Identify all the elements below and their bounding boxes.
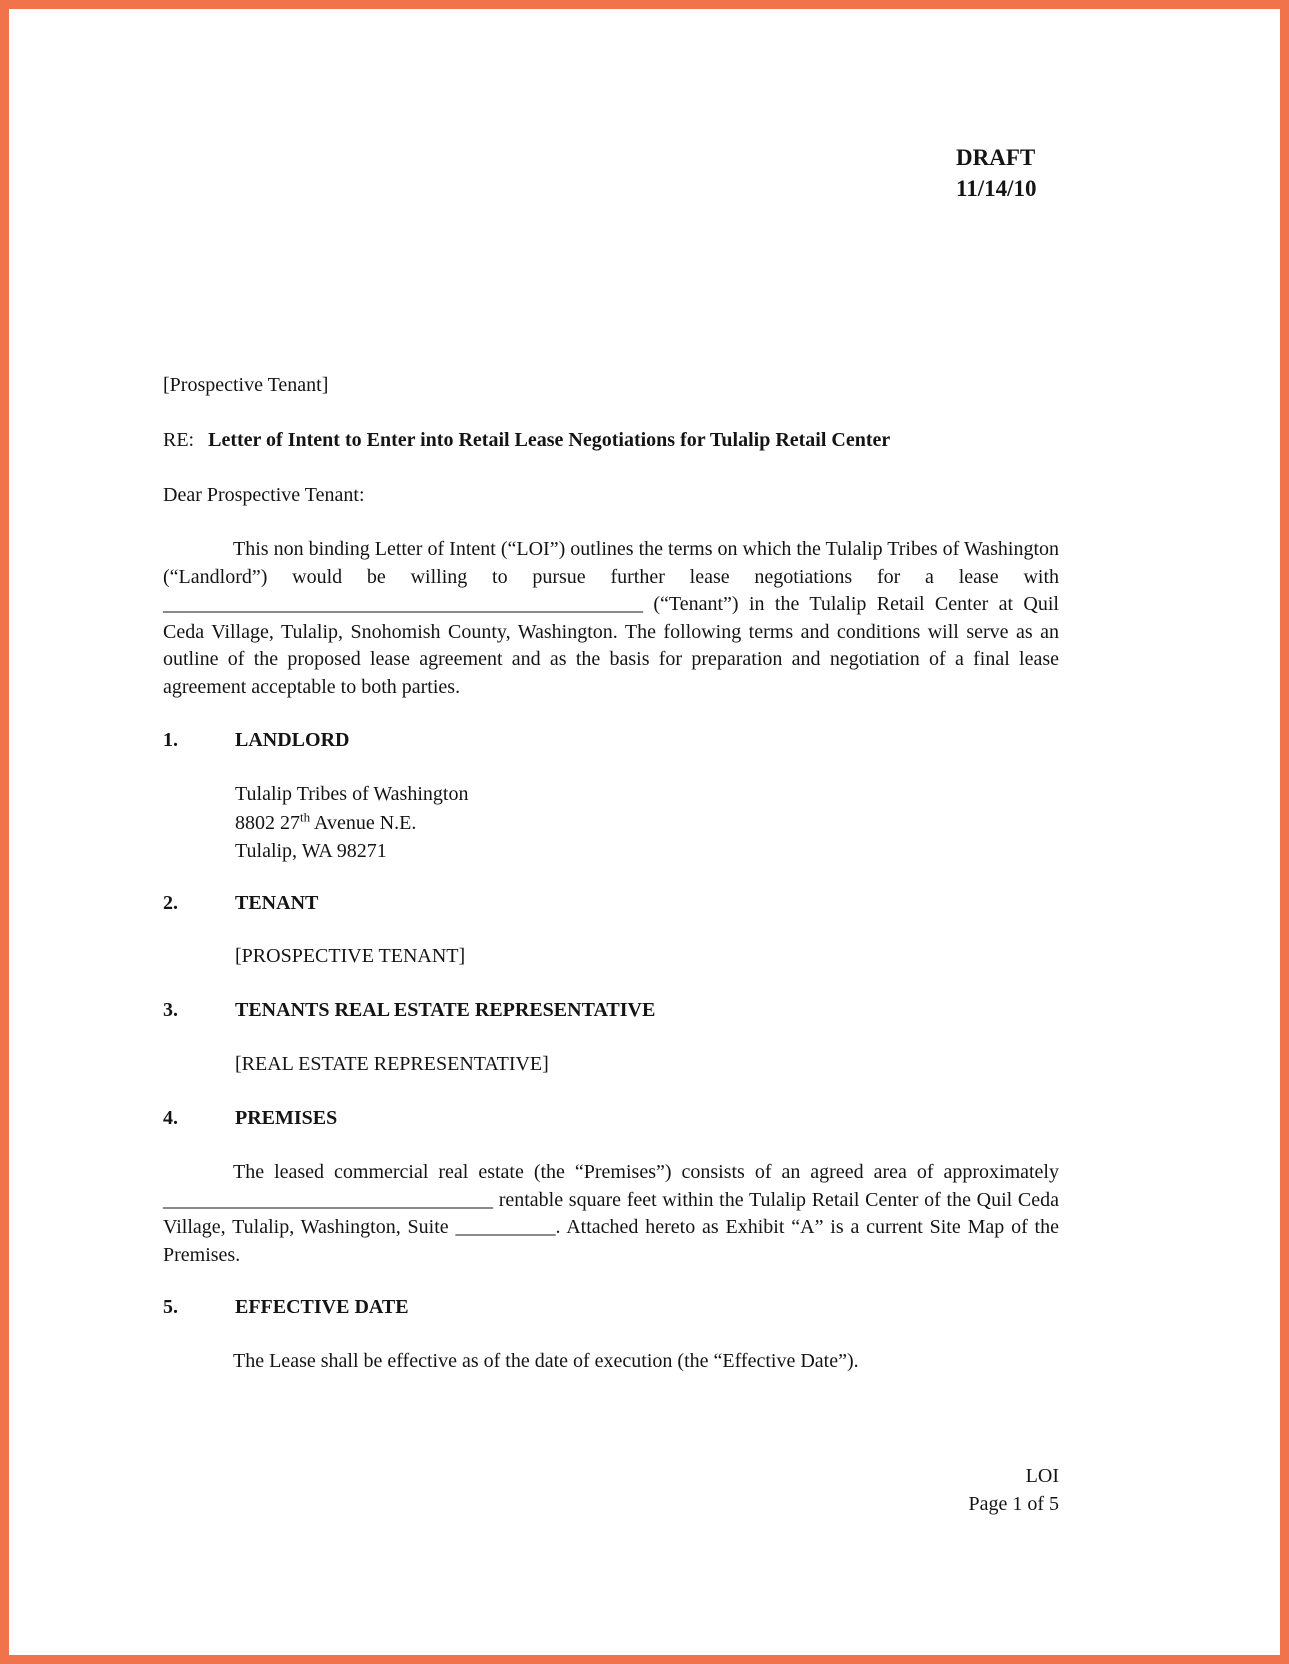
tenant-placeholder: [PROSPECTIVE TENANT] (235, 945, 466, 967)
section-2-heading (163, 890, 1059, 918)
draft-date: 11/14/10 (956, 176, 1037, 201)
landlord-address (235, 780, 1059, 866)
subject-line (163, 427, 1059, 455)
section-3-heading (163, 997, 1059, 1025)
section-4-title: PREMISES (235, 1107, 338, 1129)
salutation: Dear Prospective Tenant: (163, 484, 365, 506)
page-footer (163, 1463, 1059, 1518)
section-2-title: TENANT (235, 892, 319, 914)
section-1-heading (163, 727, 1059, 755)
addressee-line: [Prospective Tenant] (163, 374, 329, 396)
section-1-title: LANDLORD (235, 729, 350, 751)
re-subject: Letter of Intent to Enter into Retail Lease Negotiations for Tulalip Retail Center (208, 429, 891, 451)
intro-paragraph: This non binding Letter of Intent (“LOI”) outlines the terms on which the Tulalip Tribes of Washington (“Landlord”) would be willing to pursue further lease negotiations for a lease with ________________________________________________ (“Tenant”) in the Tulalip Retail Center at Quil Ceda Village, Tulalip, Snohomish County, Washington. The following terms and conditions will serve as an outline of the proposed lease agreement and as the basis for preparation and negotiation of a final lease agreement acceptable to both parties. (163, 538, 1059, 698)
section-2-number: 2. (163, 892, 178, 914)
landlord-street (235, 809, 1059, 838)
section-1-number: 1. (163, 729, 178, 751)
section-5-heading (163, 1294, 1059, 1322)
section-4-heading (163, 1105, 1059, 1133)
footer-doc-label: LOI (1025, 1465, 1059, 1487)
draft-stamp (956, 142, 1037, 204)
footer-page-number: Page 1 of 5 (968, 1492, 1059, 1515)
landlord-name: Tulalip Tribes of Washington (235, 783, 469, 805)
premises-paragraph: The leased commercial real estate (the “Premises”) consists of an agreed area of approximately _________________________________ rentable square feet within the Tulalip Retail Center of the Quil Ceda Village, Tulalip, Washington, Suite __________. Attached hereto as Exhibit “A” is a current Site Map of the Premises. (163, 1161, 1059, 1266)
section-5-number: 5. (163, 1296, 178, 1318)
street-number: 8802 27 (235, 811, 300, 834)
section-3-number: 3. (163, 999, 178, 1021)
re-label: RE: (163, 429, 195, 451)
street-name: Avenue N.E. (310, 811, 417, 834)
representative-placeholder: [REAL ESTATE REPRESENTATIVE] (235, 1053, 549, 1075)
draft-label: DRAFT (956, 145, 1036, 170)
ordinal-suffix: th (300, 808, 311, 824)
landlord-city-state-zip: Tulalip, WA 98271 (235, 840, 387, 862)
effective-date-paragraph: The Lease shall be effective as of the date of execution (the “Effective Date”). (233, 1350, 859, 1372)
section-4-number: 4. (163, 1107, 178, 1129)
section-3-title: TENANTS REAL ESTATE REPRESENTATIVE (235, 999, 656, 1021)
section-5-title: EFFECTIVE DATE (235, 1296, 409, 1318)
